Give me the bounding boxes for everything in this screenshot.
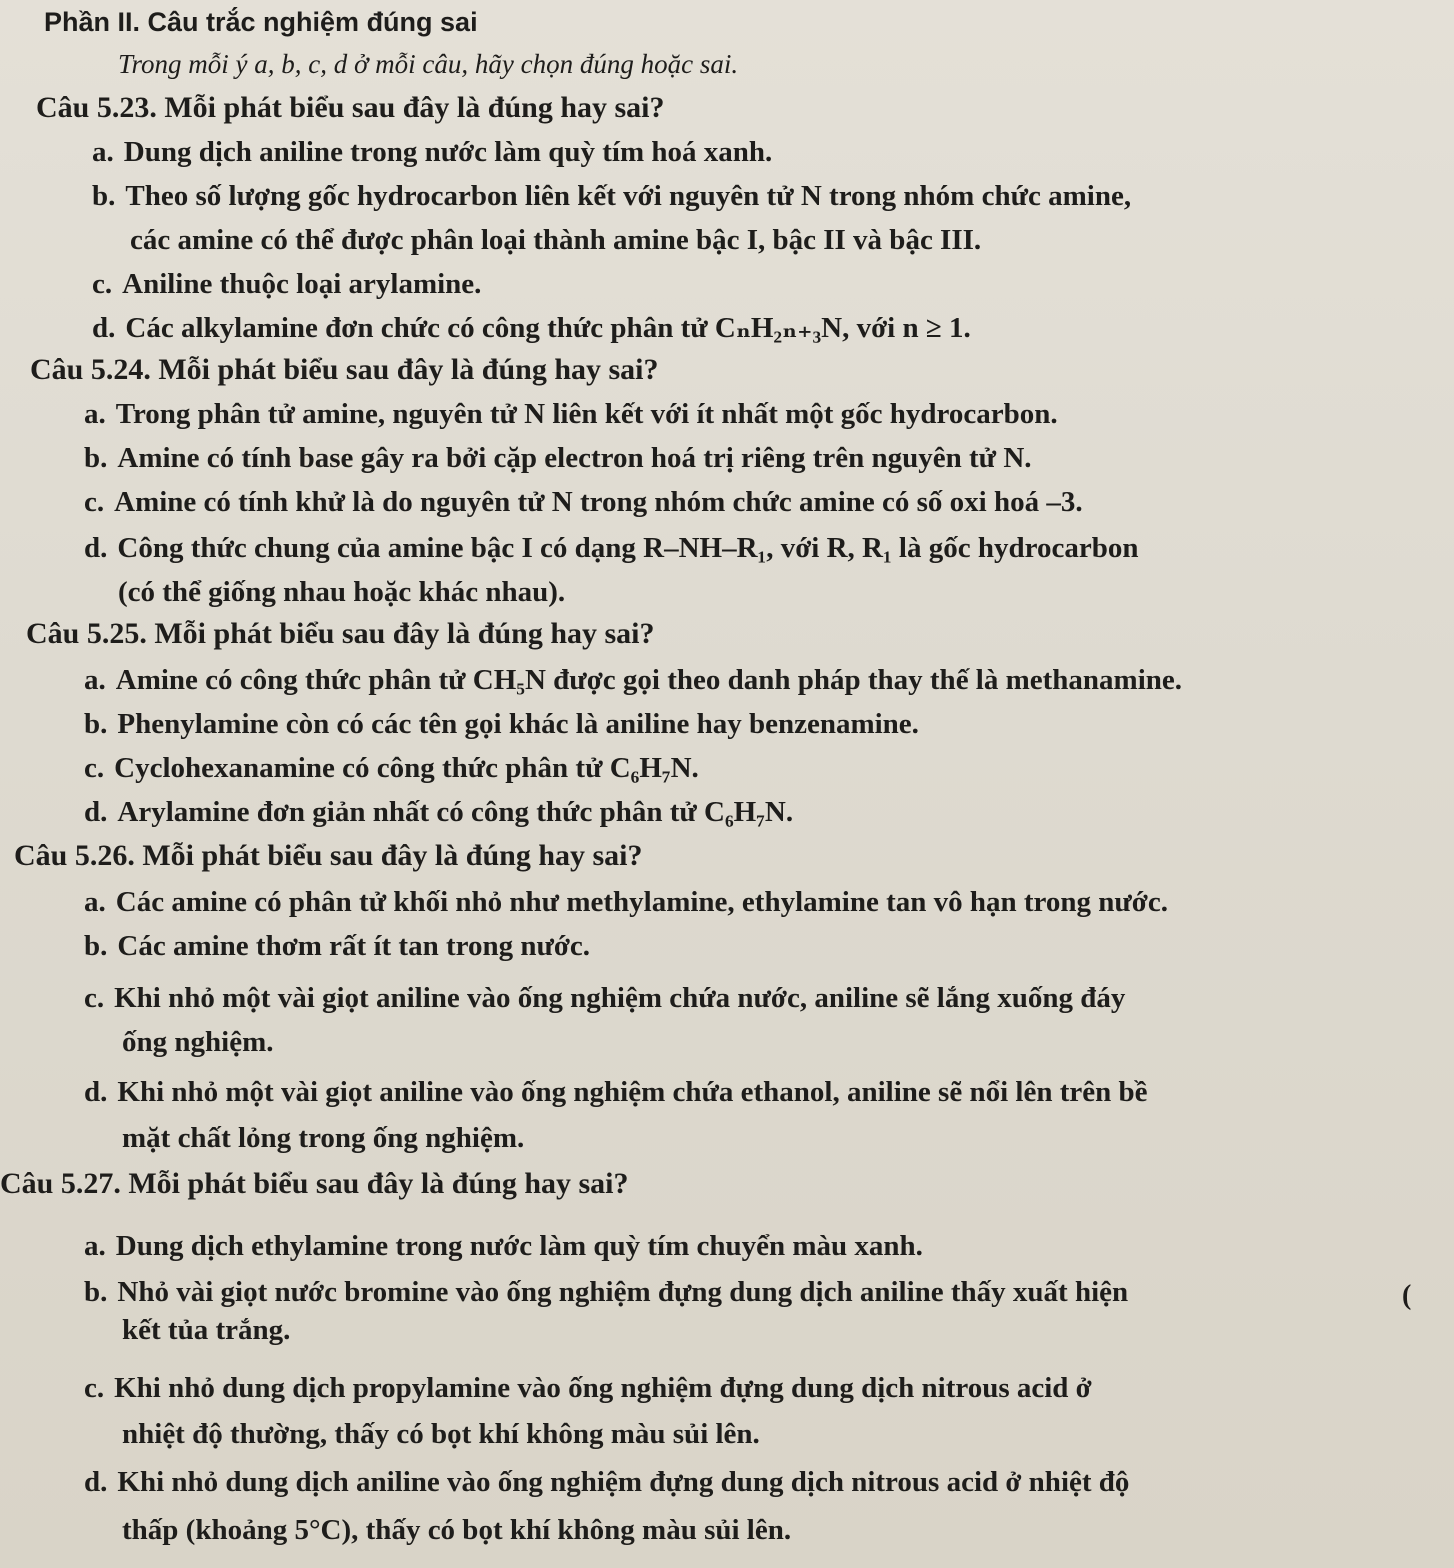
question-number: Câu 5.26. <box>14 839 135 872</box>
option-d <box>84 1464 1129 1500</box>
option-label: c. <box>84 982 105 1014</box>
option-b <box>84 1274 1128 1310</box>
option-continuation: các amine có thể được phân loại thành amine bậc I, bậc II và bậc III. <box>130 224 982 256</box>
question-number: Câu 5.24. <box>30 353 151 386</box>
option-label: b. <box>84 930 108 962</box>
option-d <box>84 1074 1147 1110</box>
option-label: d. <box>92 312 116 344</box>
option-label: c. <box>84 1372 105 1404</box>
option-c <box>84 1370 1092 1406</box>
option-b <box>84 706 919 742</box>
option-label: d. <box>84 1466 108 1498</box>
option-label: d. <box>84 1076 108 1108</box>
option-text: Dung dịch aniline trong nước làm quỳ tím hoá xanh. <box>123 136 773 168</box>
option-b <box>84 440 1032 476</box>
option-b <box>84 928 590 964</box>
option-continuation: ống nghiệm. <box>122 1026 274 1058</box>
question-prompt: Mỗi phát biểu sau đây là đúng hay sai? <box>158 353 659 386</box>
option-b <box>92 178 1131 214</box>
option-label: a. <box>84 398 106 430</box>
option-text: Nhỏ vài giọt nước bromine vào ống nghiệm đựng dung dịch aniline thấy xuất hiện <box>117 1276 1129 1308</box>
option-c <box>84 750 699 786</box>
option-a <box>84 884 1168 920</box>
option-label: b. <box>84 1276 108 1308</box>
option-text: Công thức chung của amine bậc I có dạng R–NH–R₁, với R, R₁ là gốc hydrocarbon <box>117 532 1139 564</box>
option-text: Theo số lượng gốc hydrocarbon liên kết với nguyên tử N trong nhóm chức amine, <box>125 180 1132 212</box>
option-label: a. <box>84 664 106 696</box>
question-number: Câu 5.25. <box>26 617 147 650</box>
option-c <box>92 266 481 302</box>
question-header <box>0 1166 629 1202</box>
option-text: Dung dịch ethylamine trong nước làm quỳ tím chuyển màu xanh. <box>115 1230 923 1262</box>
option-text: Amine có tính base gây ra bởi cặp electron hoá trị riêng trên nguyên tử N. <box>117 442 1032 474</box>
option-text: Khi nhỏ dung dịch propylamine vào ống nghiệm đựng dung dịch nitrous acid ở <box>114 1372 1092 1404</box>
option-text: Khi nhỏ một vài giọt aniline vào ống nghiệm chứa ethanol, aniline sẽ nổi lên trên bề <box>117 1076 1148 1108</box>
option-a <box>84 662 1182 698</box>
option-continuation: (có thể giống nhau hoặc khác nhau). <box>118 576 566 608</box>
question-header <box>36 90 665 126</box>
question-header <box>30 352 659 388</box>
option-text: Khi nhỏ dung dịch aniline vào ống nghiệm đựng dung dịch nitrous acid ở nhiệt độ <box>117 1466 1130 1498</box>
option-label: d. <box>84 532 108 564</box>
option-continuation: kết tủa trắng. <box>122 1314 291 1346</box>
option-text: Aniline thuộc loại arylamine. <box>122 268 482 300</box>
option-label: b. <box>84 708 108 740</box>
option-text: Các alkylamine đơn chức có công thức phân tử CₙH₂ₙ₊₃N, với n ≥ 1. <box>125 312 971 344</box>
option-text: Các amine có phân tử khối nhỏ như methylamine, ethylamine tan vô hạn trong nước. <box>115 886 1168 918</box>
option-a <box>84 396 1058 432</box>
question-prompt: Mỗi phát biểu sau đây là đúng hay sai? <box>164 91 665 124</box>
question-prompt: Mỗi phát biểu sau đây là đúng hay sai? <box>128 1167 629 1200</box>
question-header <box>14 838 643 874</box>
option-label: b. <box>92 180 116 212</box>
option-text: Cyclohexanamine có công thức phân tử C₆H₇N. <box>114 752 699 784</box>
option-d <box>92 310 971 346</box>
option-text: Arylamine đơn giản nhất có công thức phân tử C₆H₇N. <box>117 796 794 828</box>
option-text: Amine có công thức phân tử CH₅N được gọi theo danh pháp thay thế là methanamine. <box>115 664 1183 696</box>
question-header <box>26 616 655 652</box>
option-text: Phenylamine còn có các tên gọi khác là aniline hay benzenamine. <box>117 708 919 740</box>
option-text: Trong phân tử amine, nguyên tử N liên kết với ít nhất một gốc hydrocarbon. <box>115 398 1058 430</box>
option-label: a. <box>84 886 106 918</box>
option-label: c. <box>84 752 105 784</box>
stray-mark: ( <box>1402 1280 1412 1311</box>
option-text: Khi nhỏ một vài giọt aniline vào ống nghiệm chứa nước, aniline sẽ lắng xuống đáy <box>114 982 1126 1014</box>
option-text: Các amine thơm rất ít tan trong nước. <box>117 930 591 962</box>
question-number: Câu 5.27. <box>0 1167 121 1200</box>
option-label: a. <box>92 136 114 168</box>
option-label: c. <box>84 486 105 518</box>
option-label: a. <box>84 1230 106 1262</box>
option-label: b. <box>84 442 108 474</box>
option-c <box>84 980 1125 1016</box>
option-c <box>84 484 1083 520</box>
option-d <box>84 530 1138 566</box>
option-continuation: mặt chất lỏng trong ống nghiệm. <box>122 1122 525 1154</box>
section-instruction: Trong mỗi ý a, b, c, d ở mỗi câu, hãy chọn đúng hoặc sai. <box>118 49 739 79</box>
option-a <box>92 134 772 170</box>
option-text: Amine có tính khử là do nguyên tử N trong nhóm chức amine có số oxi hoá –3. <box>114 486 1083 518</box>
question-number: Câu 5.23. <box>36 91 157 124</box>
section-title: Phần II. Câu trắc nghiệm đúng sai <box>44 7 478 37</box>
option-label: d. <box>84 796 108 828</box>
option-continuation: nhiệt độ thường, thấy có bọt khí không màu sủi lên. <box>122 1418 760 1450</box>
option-a <box>84 1228 923 1264</box>
option-d <box>84 794 793 830</box>
question-prompt: Mỗi phát biểu sau đây là đúng hay sai? <box>142 839 643 872</box>
option-label: c. <box>92 268 113 300</box>
question-prompt: Mỗi phát biểu sau đây là đúng hay sai? <box>154 617 655 650</box>
option-continuation: thấp (khoảng 5°C), thấy có bọt khí không màu sủi lên. <box>122 1514 792 1546</box>
